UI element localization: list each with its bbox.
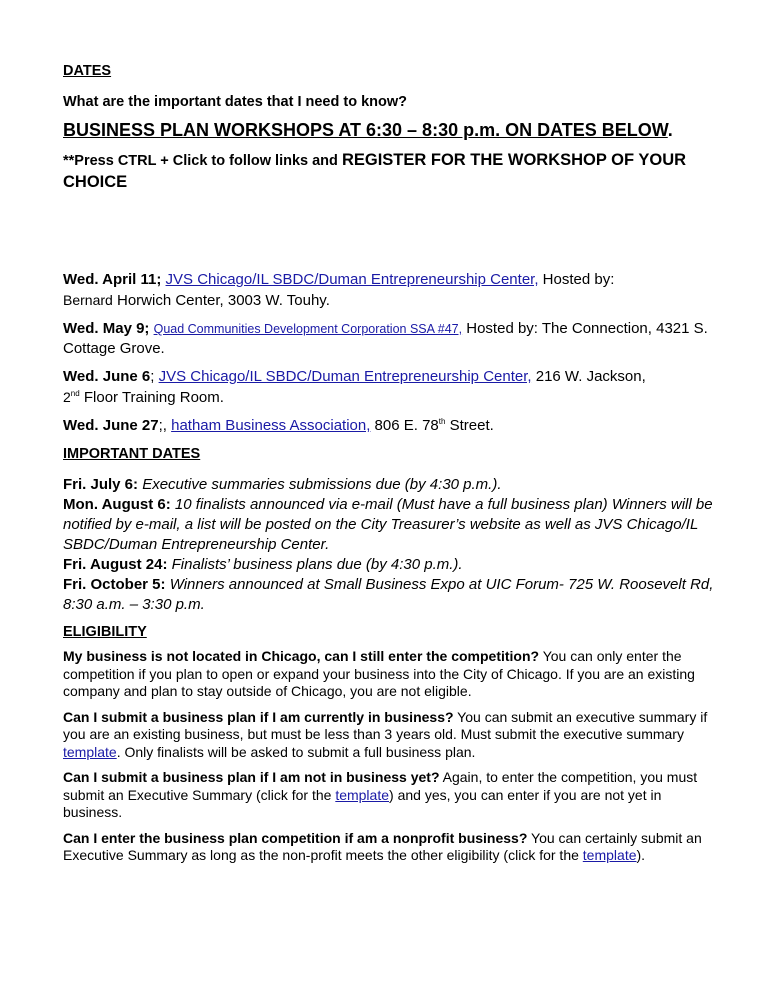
important-date-text: Winners announced at Small Business Expo at UIC Forum- 725 W. Roosevelt Rd, 8:30 a.m. – 3:30 p.m. [63, 576, 714, 613]
document-page [63, 62, 718, 865]
important-date-item [63, 575, 718, 615]
workshop-register-link[interactable]: Quad Communities Development Corporation SSA #47, [153, 322, 463, 336]
faq-answer: You can only enter the competition if you plan to open or expand your business into the City of Chicago. If you are an existing company and plan to stay outside of Chicago, you are not eligible. [63, 648, 695, 699]
faq-item [63, 709, 718, 762]
template-link[interactable]: template [335, 786, 390, 803]
faq-item [63, 769, 718, 822]
workshops-heading-text: BUSINESS PLAN WORKSHOPS AT 6:30 – 8:30 p.m. ON DATES BELOW [63, 120, 668, 140]
dates-heading: DATES [63, 63, 112, 79]
important-date-text: 10 finalists announced via e-mail (Must have a full business plan) Winners will be notified by e-mail, a list will be posted on the City Treasurer’s website as well as JVS Chicago/IL SBDC/Duman Entrepreneurship Center. [63, 496, 713, 553]
faq-item [63, 830, 718, 865]
workshop-register-link[interactable]: JVS Chicago/IL SBDC/Duman Entrepreneurship Center, [158, 368, 532, 385]
important-date-label: Fri. August 24: [63, 556, 168, 573]
important-date-text: Executive summaries submissions due (by 4:30 p.m.). [138, 476, 502, 493]
template-link[interactable]: template [582, 847, 637, 863]
workshop-april-11 [63, 270, 718, 311]
faq-answer-end: ) and yes, you can enter if you are not yet in business. [63, 786, 662, 820]
workshop-address-end: Street. [445, 417, 494, 434]
important-dates-heading: IMPORTANT DATES [63, 446, 201, 462]
workshop-host: Hosted by: [538, 271, 615, 288]
workshop-host: Hosted by: The Connection, 4321 S. Cottage Grove. [63, 320, 708, 357]
workshop-venue: Floor Training Room. [79, 389, 224, 406]
workshops-heading [63, 120, 718, 141]
workshop-venue: Horwich Center, 3003 W. Touhy. [112, 292, 330, 309]
important-date-item [63, 495, 718, 555]
faq-question: Can I enter the business plan competition if am a nonprofit business? [63, 829, 528, 846]
workshop-separator: ;, [158, 417, 172, 434]
workshop-separator: ; [150, 368, 159, 385]
workshop-register-link[interactable]: hatham Business Association, [171, 417, 371, 434]
workshops-heading-period: . [667, 120, 673, 140]
workshop-venue-first: Bernard [63, 292, 113, 308]
workshop-address: 806 E. 78 [370, 417, 439, 434]
workshop-june-6 [63, 367, 718, 408]
workshop-floor-suffix: nd [70, 389, 80, 398]
workshop-address-suffix: th [438, 417, 446, 426]
register-instruction-emphasis: REGISTER FOR THE WORKSHOP OF YOUR CHOICE [63, 151, 687, 191]
faq-question: My business is not located in Chicago, can I still enter the competition? [63, 648, 540, 664]
important-date-item [63, 475, 718, 495]
workshop-date: Wed. May 9; [63, 320, 150, 337]
eligibility-heading: ELIGIBILITY [63, 624, 147, 640]
important-date-label: Mon. August 6: [63, 496, 171, 513]
important-date-label: Fri. October 5: [63, 576, 166, 593]
important-dates-list [63, 475, 718, 615]
template-link[interactable]: template [63, 743, 117, 760]
workshop-address: 216 W. Jackson, [531, 368, 646, 385]
dates-question: What are the important dates that I need to know? [63, 94, 407, 110]
important-date-label: Fri. July 6: [63, 476, 139, 493]
register-instruction [63, 150, 718, 194]
faq-answer-end: . Only finalists will be asked to submit a full business plan. [116, 743, 476, 760]
workshop-may-9 [63, 319, 718, 359]
faq-answer: You can submit an executive summary if you are an existing business, but must be less than 3 years old. Must submit the executive summary [63, 708, 708, 742]
faq-question: Can I submit a business plan if I am currently in business? [63, 708, 454, 725]
important-date-text: Finalists’ business plans due (by 4:30 p.m.). [167, 556, 463, 573]
workshop-register-link[interactable]: JVS Chicago/IL SBDC/Duman Entrepreneurship Center, [165, 271, 539, 288]
workshop-date: Wed. June 27 [63, 417, 159, 434]
workshop-date: Wed. April 11; [63, 271, 162, 288]
register-instruction-prefix: **Press CTRL + Click to follow links and [63, 153, 342, 169]
faq-answer: You can certainly submit an Executive Summary as long as the non-profit meets the other eligibility (click for the [63, 829, 702, 863]
workshop-june-27 [63, 416, 718, 436]
workshop-floor-number: 2 [63, 389, 71, 405]
faq-item [63, 648, 718, 701]
faq-answer-end: ). [636, 847, 646, 863]
faq-answer: Again, to enter the competition, you must submit an Executive Summary (click for the [63, 769, 698, 803]
workshop-date: Wed. June 6 [63, 368, 151, 385]
important-date-item [63, 555, 718, 575]
faq-question: Can I submit a business plan if I am not in business yet? [63, 769, 440, 785]
